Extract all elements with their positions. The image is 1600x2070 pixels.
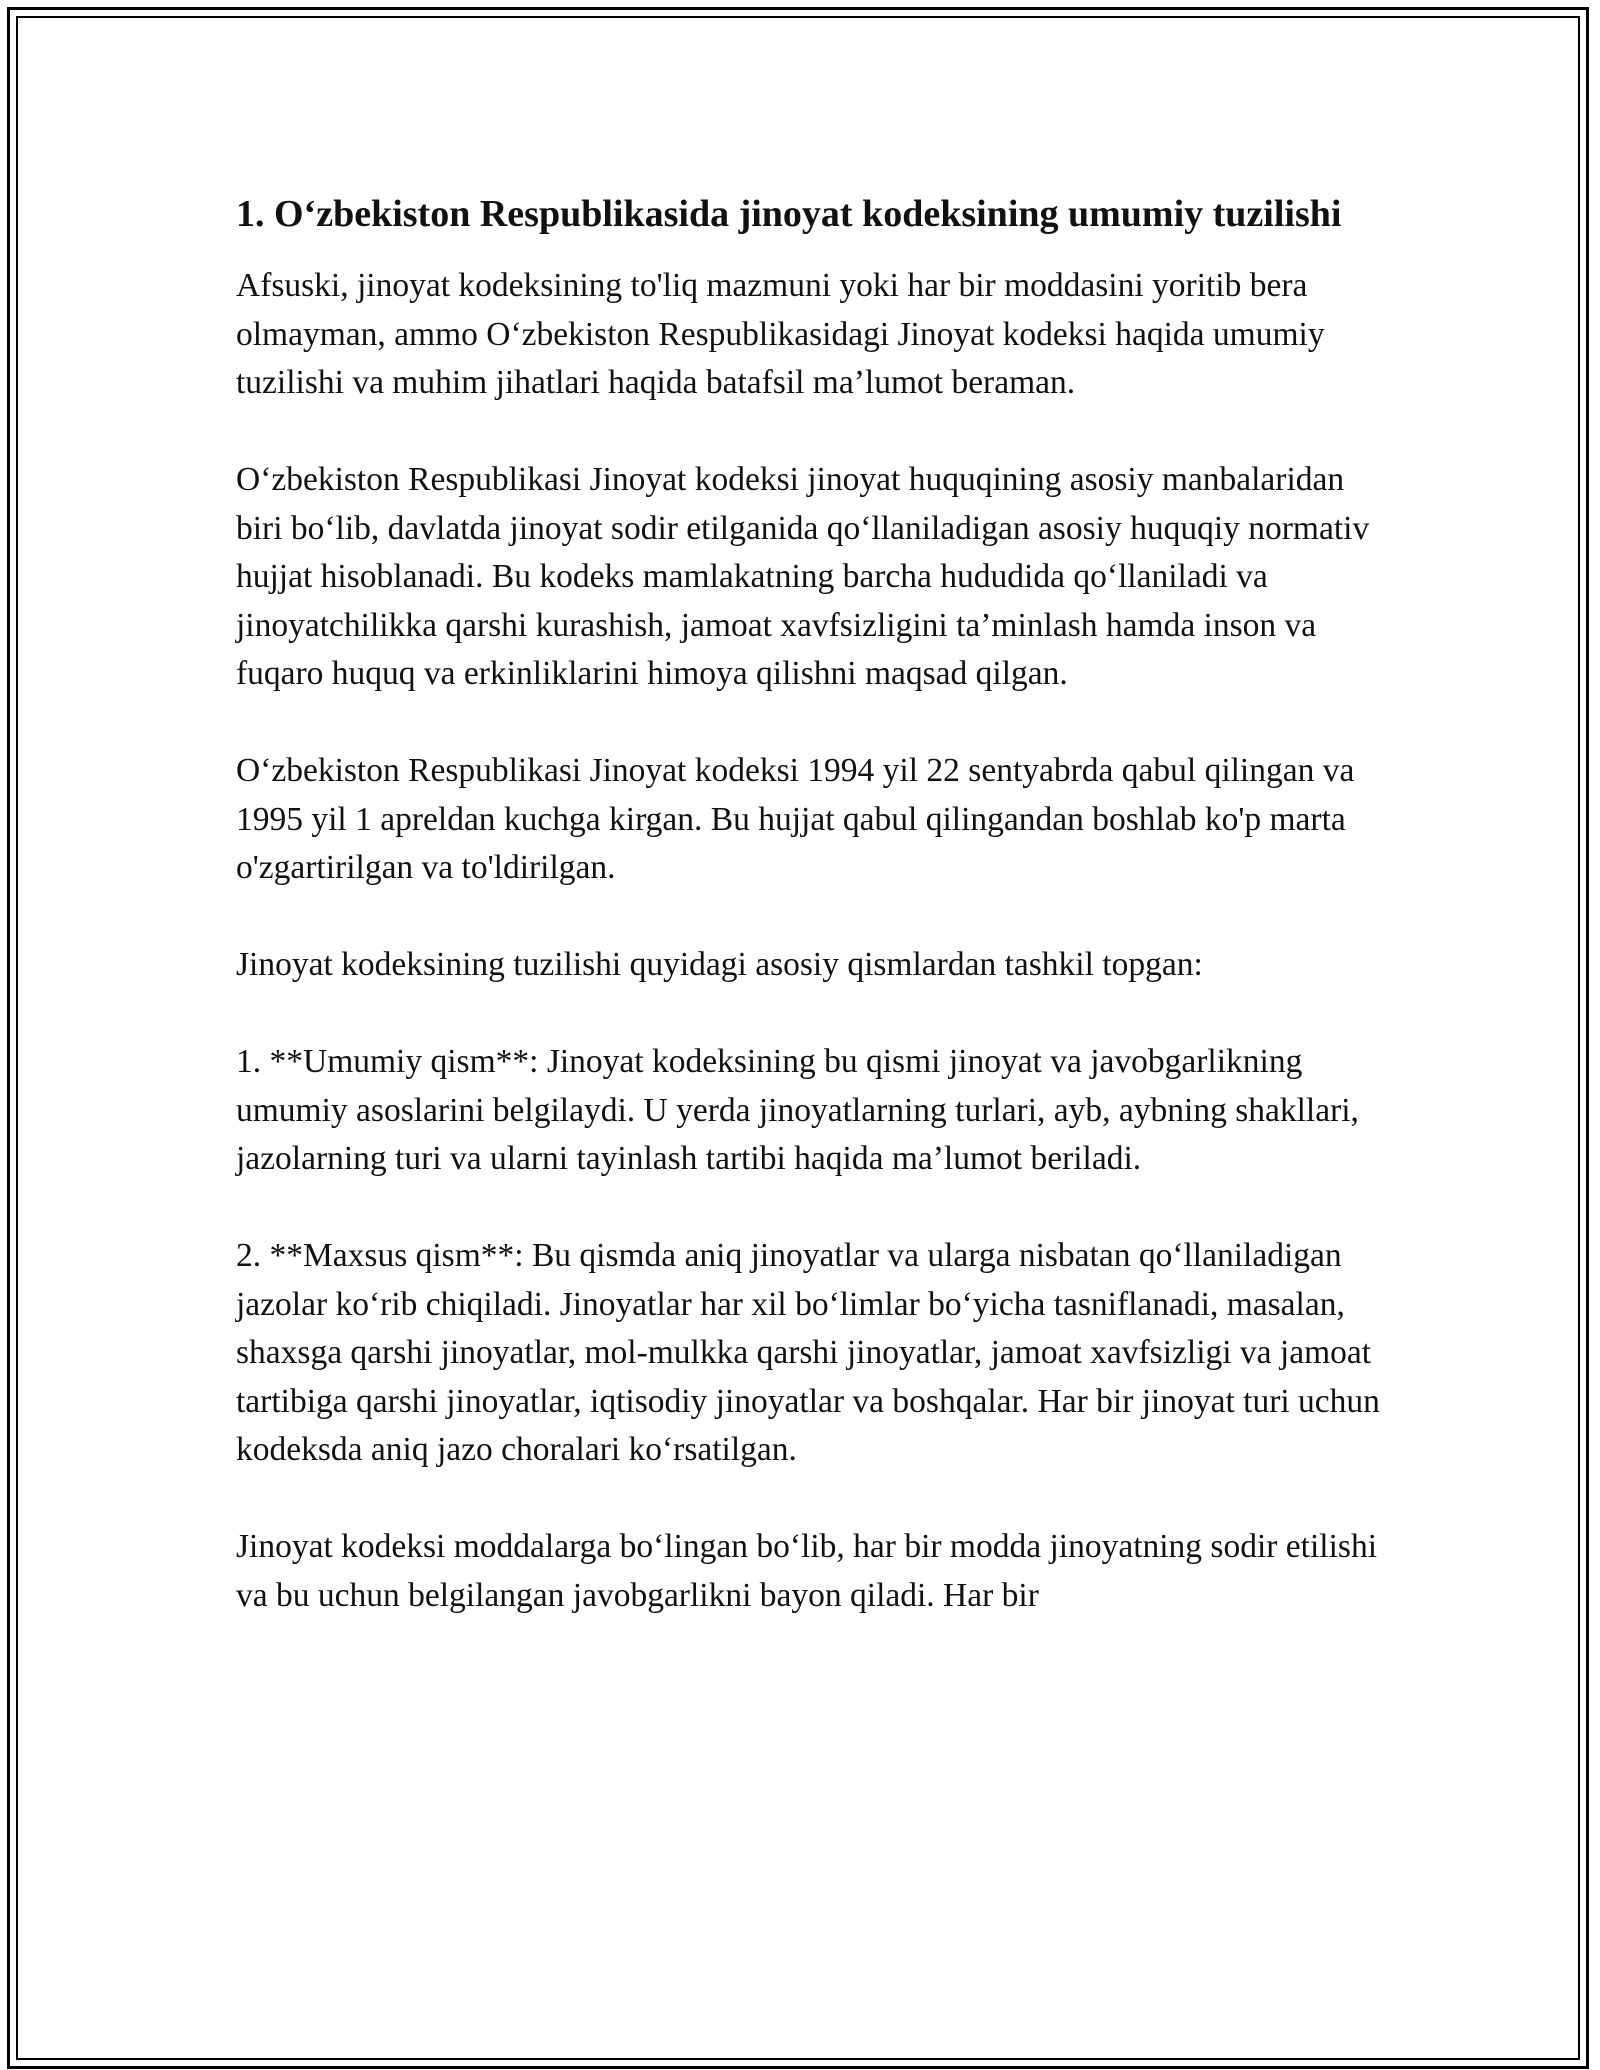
list-item-general-part: 1. **Umumiy qism**: Jinoyat kodeksining bu qismi jinoyat va javobgarlikning umumiy asoslarini belgilaydi. U yerda jinoyatlarning turlari, ayb, aybning shakllari, jazolarning turi va ularni tayinlash tartibi haqida ma’lumot beriladi. <box>236 1043 1359 1177</box>
document-body <box>236 186 1386 1669</box>
paragraph-intro: Afsuski, jinoyat kodeksining to'liq mazmuni yoki har bir moddasini yoritib bera olmayman, ammo O‘zbekiston Respublikasidagi Jinoyat kodeksi haqida umumiy tuzilishi va muhim jihatlari haqida batafsil ma’lumot beraman. <box>236 267 1325 401</box>
paragraph-adoption-date: O‘zbekiston Respublikasi Jinoyat kodeksi 1994 yil 22 sentyabrda qabul qilingan va 1995 yil 1 apreldan kuchga kirgan. Bu hujjat qabul qilingandan boshlab ko'p marta o'zgartirilgan va to'ldirilgan. <box>236 752 1355 886</box>
paragraph-code-purpose: O‘zbekiston Respublikasi Jinoyat kodeksi jinoyat huquqining asosiy manbalaridan biri bo‘lib, davlatda jinoyat sodir etilganida qo‘llaniladigan asosiy huquqiy normativ hujjat hisoblanadi. Bu kodeks mamlakatning barcha hududida qo‘llaniladi va jinoyatchilikka qarshi kurashish, jamoat xavfsizligini ta’minlash hamda inson va fuqaro huquq va erkinliklarini himoya qilishni maqsad qilgan. <box>236 461 1370 692</box>
paragraph-articles: Jinoyat kodeksi moddalarga bo‘lingan bo‘lib, har bir modda jinoyatning sodir etilishi va bu uchun belgilangan javobgarlikni bayon qiladi. Har bir <box>236 1528 1377 1614</box>
list-item-special-part: 2. **Maxsus qism**: Bu qismda aniq jinoyatlar va ularga nisbatan qo‘llaniladigan jazolar ko‘rib chiqiladi. Jinoyatlar har xil bo‘limlar bo‘yicha tasniflanadi, masalan, shaxsga qarshi jinoyatlar, mol-mulkka qarshi jinoyatlar, jamoat xavfsizligi va jamoat tartibiga qarshi jinoyatlar, iqtisodiy jinoyatlar va boshqalar. Har bir jinoyat turi uchun kodeksda aniq jazo choralari ko‘rsatilgan. <box>236 1237 1380 1468</box>
paragraph-structure-intro: Jinoyat kodeksining tuzilishi quyidagi asosiy qismlardan tashkil topgan: <box>236 946 1203 983</box>
section-heading: 1. O‘zbekiston Respublikasida jinoyat kodeksining umumiy tuzilishi <box>236 193 1342 235</box>
